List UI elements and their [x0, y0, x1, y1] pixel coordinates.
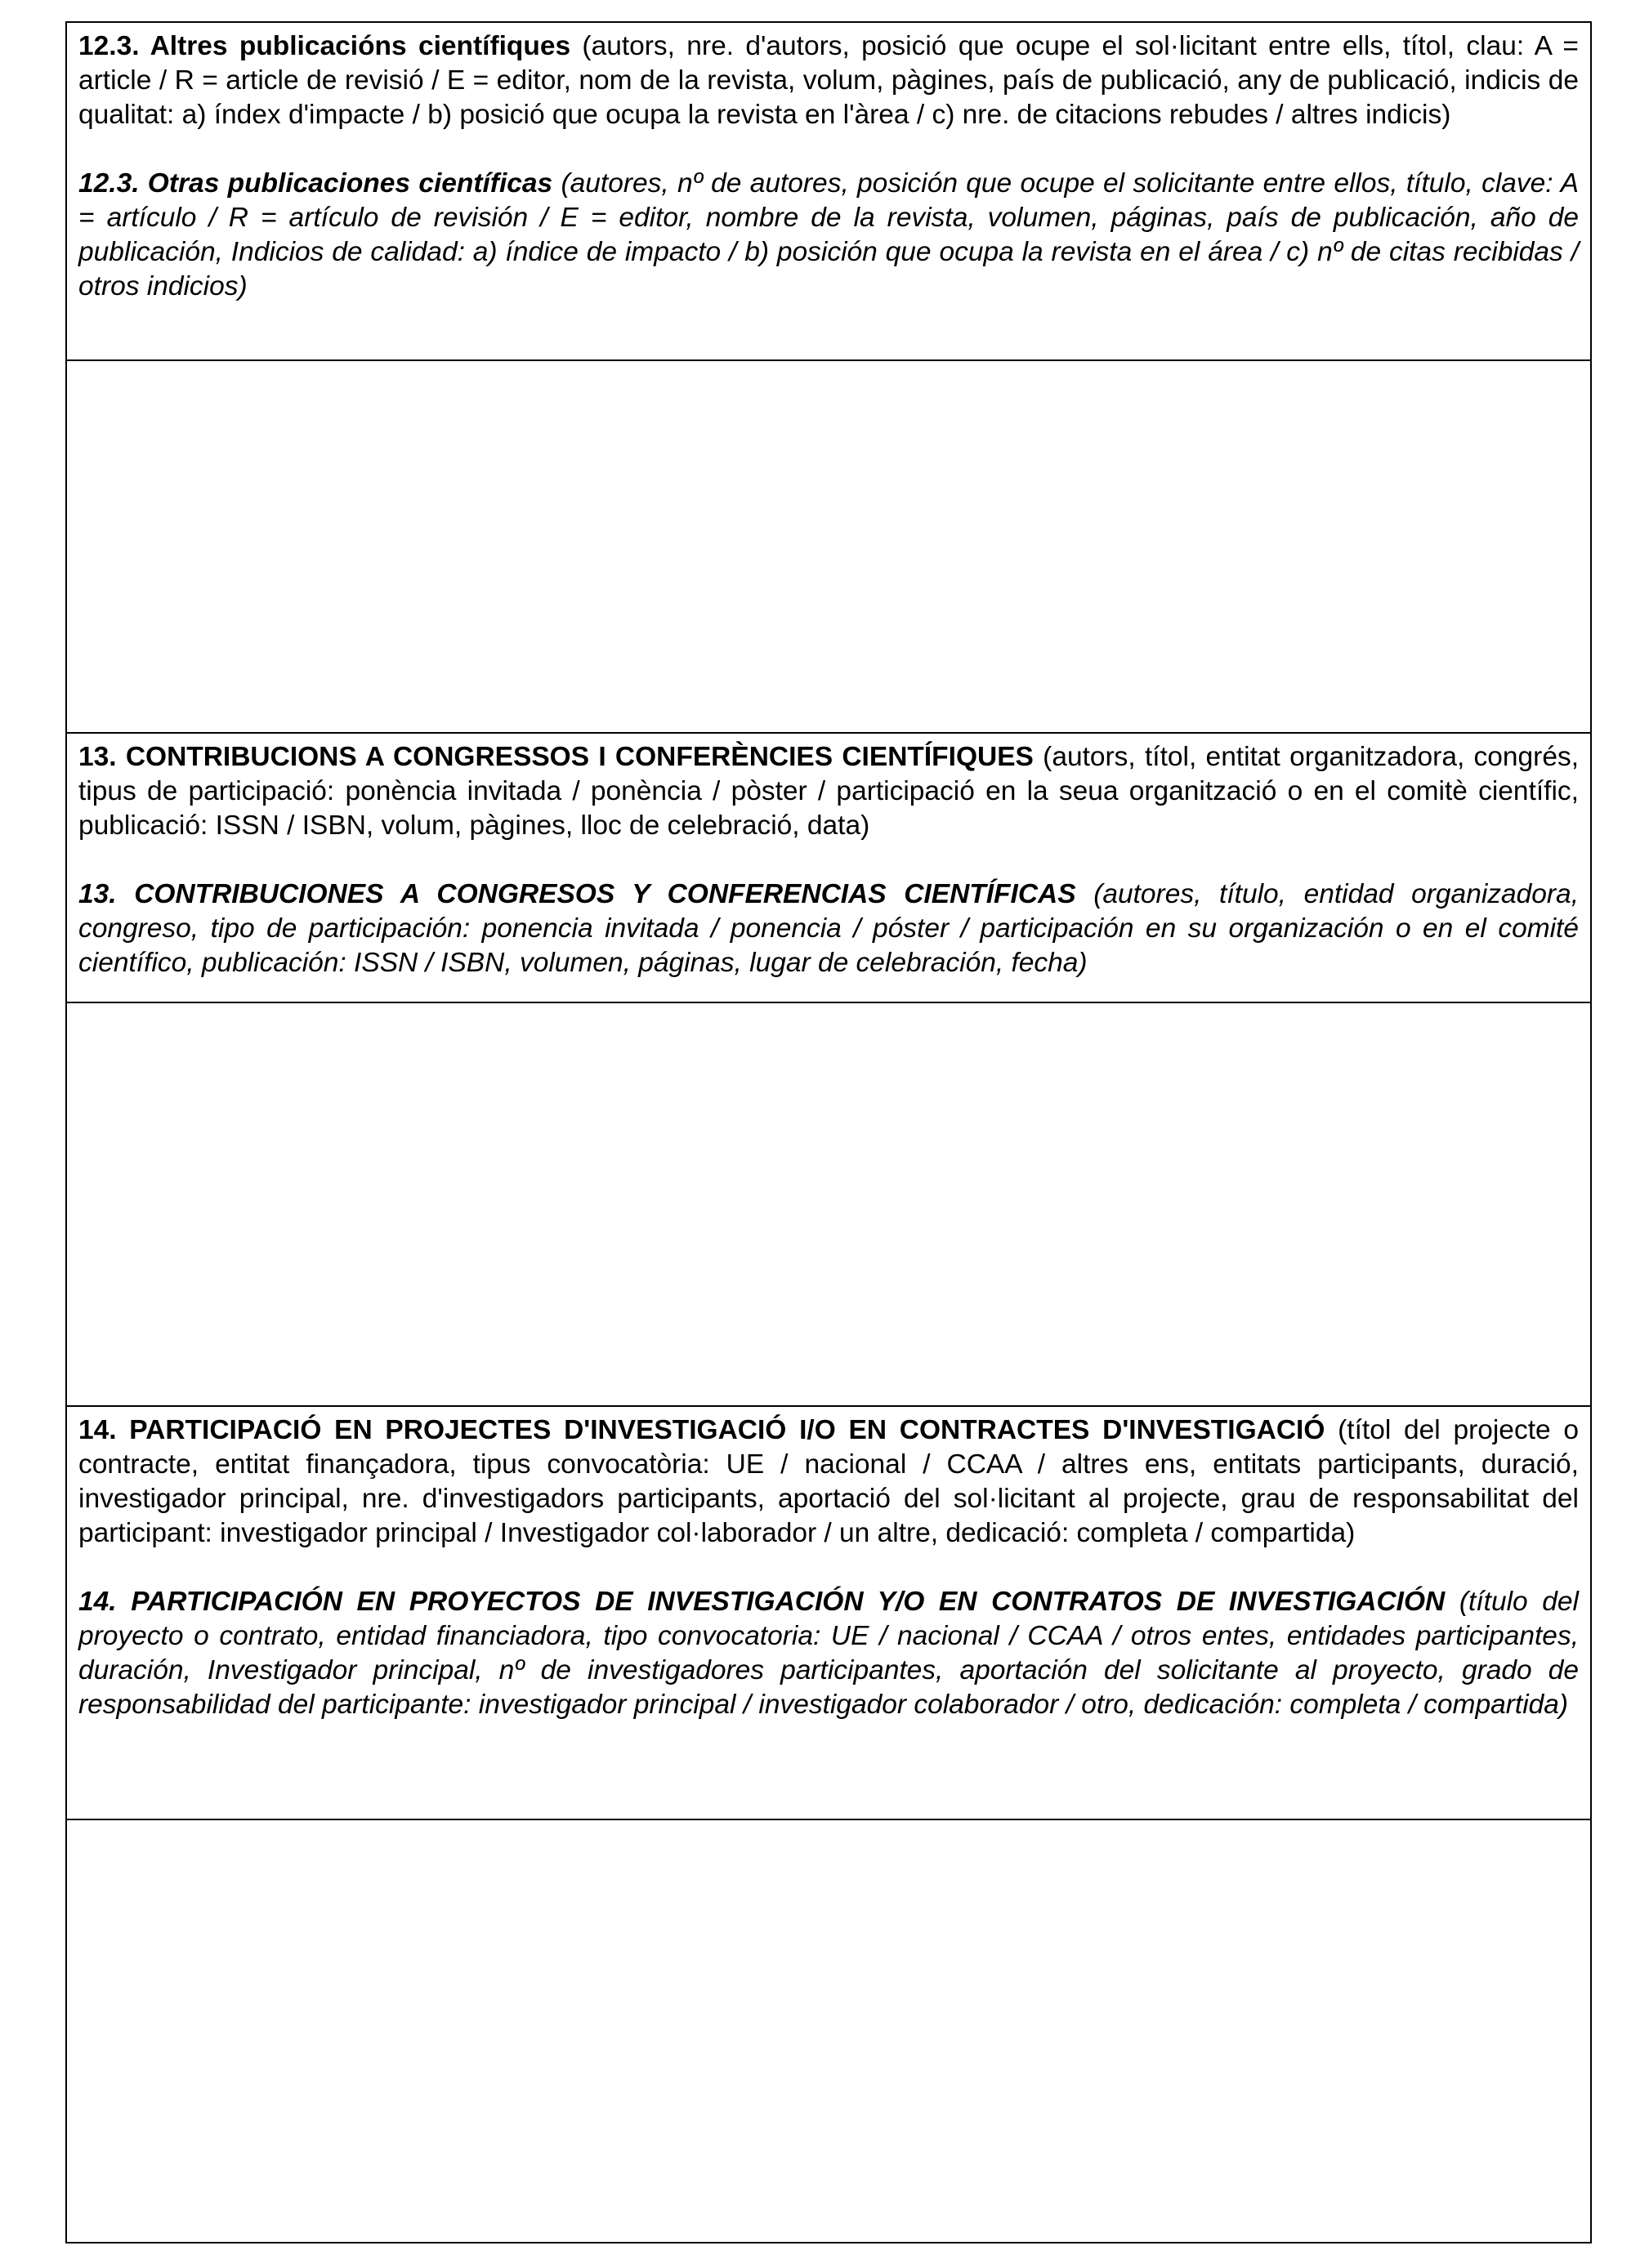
section-12-3-spanish — [78, 167, 1579, 304]
section-12-3-spanish-title: 12.3. Otras publicaciones científicas — [78, 168, 553, 199]
section-13-spanish-description: (autores, título, entidad organizadora, congreso, tipo de participación: ponencia invitada / ponencia / póster / participación en su organización o en el comité científico, publicación: ISSN / ISBN, volumen, páginas, lugar de celebración, fecha) — [78, 879, 1579, 978]
section-14-catalan-title: 14. PARTICIPACIÓ EN PROJECTES D'INVESTIGACIÓ I/O EN CONTRACTES D'INVESTIGACIÓ — [78, 1415, 1325, 1445]
section-12-3-answer-field[interactable] — [67, 361, 1590, 734]
section-12-3-catalan-description: (autors, nre. d'autors, posició que ocupe el sol·licitant entre ells, títol, clau: A = article / R = article de revisió / E = editor, nom de la revista, volum, pàgines, país de publicació, any de publicació, indicis de qualitat: a) índex d'impacte / b) posició que ocupa la revista en l'àrea / c) nre. de citacions rebudes / altres indicis) — [78, 31, 1579, 130]
section-14-spanish-description: (título del proyecto o contrato, entidad financiadora, tipo convocatoria: UE / nacional / CCAA / otros entes, entidades participantes, duración, Investigador principal, nº de investigadores participantes, aportación del solicitante al proyecto, grado de responsabilidad del participante: investigador principal / investigador colaborador / otro, dedicación: completa / compartida) — [78, 1587, 1579, 1720]
section-13-spanish — [78, 877, 1579, 980]
section-12-3-catalan — [78, 29, 1579, 132]
section-12-3-spanish-description: (autores, nº de autores, posición que ocupe el solicitante entre ellos, título, clave: A = artículo / R = artículo de revisión / E = editor, nombre de la revista, volumen, páginas, país de publicación, año de publicación, Indicios de calidad: a) índice de impacto / b) posición que ocupa la revista en el área / c) nº de citas recibidas / otros indicios) — [78, 168, 1579, 301]
section-13-spanish-title: 13. CONTRIBUCIONES A CONGRESOS Y CONFERENCIAS CIENTÍFICAS — [78, 879, 1076, 909]
section-14-spanish — [78, 1585, 1579, 1722]
section-14-answer-field[interactable] — [67, 1820, 1590, 2242]
application-form-table — [65, 21, 1592, 2243]
section-14-header — [67, 1407, 1590, 1820]
section-12-3-header — [67, 23, 1590, 361]
section-12-3-catalan-title: 12.3. Altres publicacións científiques — [78, 31, 571, 61]
section-14-spanish-title: 14. PARTICIPACIÓN EN PROYECTOS DE INVESTIGACIÓN Y/O EN CONTRATOS DE INVESTIGACIÓN — [78, 1587, 1446, 1617]
section-13-catalan — [78, 740, 1579, 843]
section-13-catalan-title: 13. CONTRIBUCIONS A CONGRESSOS I CONFERÈNCIES CIENTÍFIQUES — [78, 742, 1034, 772]
section-14-catalan — [78, 1413, 1579, 1551]
section-13-answer-field[interactable] — [67, 1003, 1590, 1407]
section-14-catalan-description: (títol del projecte o contracte, entitat finançadora, tipus convocatòria: UE / nacional / CCAA / altres ens, entitats participants, duració, investigador principal, nre. d'investigadors participants, aportació del sol·licitant al projecte, grau de responsabilitat del participant: investigador principal / Investigador col·laborador / un altre, dedicació: completa / compartida) — [78, 1415, 1579, 1548]
section-13-catalan-description: (autors, títol, entitat organitzadora, congrés, tipus de participació: ponència invitada / ponència / pòster / participació en la seua organització o en el comitè científic, publicació: ISSN / ISBN, volum, pàgines, lloc de celebració, data) — [78, 742, 1580, 841]
section-13-header — [67, 734, 1590, 1003]
